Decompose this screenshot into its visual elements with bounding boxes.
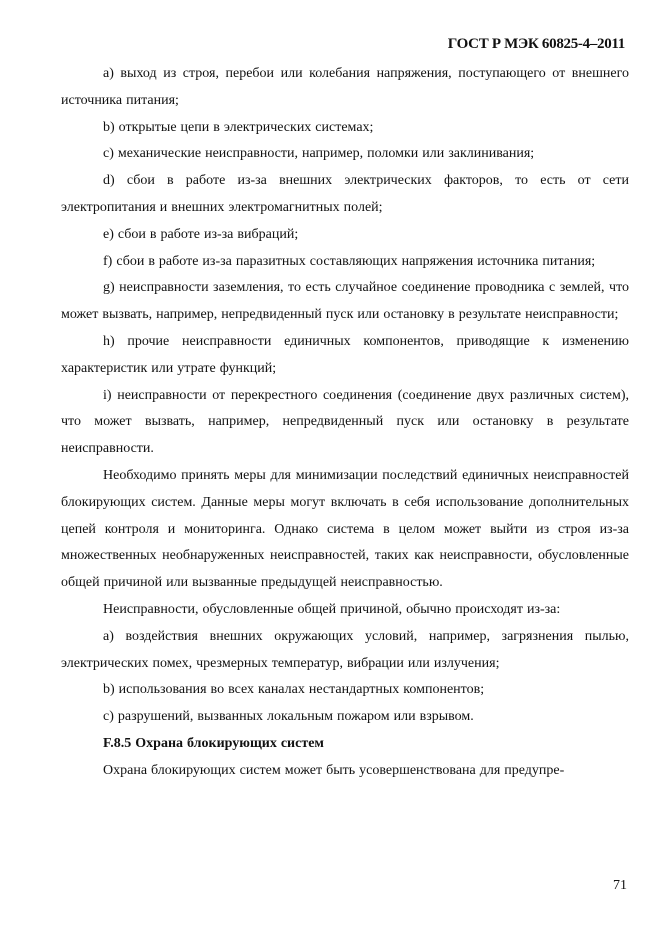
document-header: ГОСТ Р МЭК 60825-4–2011 [447, 36, 625, 52]
paragraph-measures: Необходимо принять меры для минимизации последствий единичных неисправностей блокирующих систем. Данные меры могут включать в себя использование дополнительных цепей контроля и мониторинга. Однако система в целом может выйти из строя из-за множественных необнаруженных неисправностей, таких как неисправности, обусловленные общей причиной или вызванные предыдущей неисправностью. [61, 467, 629, 591]
list-item-h: h) прочие неисправности единичных компонентов, приводящие к изменению характеристик или утрате функций; [61, 333, 629, 376]
list-item-g: g) неисправности заземления, то есть случайное соединение проводника с землей, что может вызвать, например, непредвиденный пуск или остановку в результате неисправности; [61, 280, 629, 323]
document-body [61, 61, 629, 785]
paragraph-protection: Охрана блокирующих систем может быть усовершенствована для предупре- [103, 762, 565, 778]
paragraph-common-cause-intro: Неисправности, обусловленные общей причиной, обычно происходят из-за: [103, 601, 561, 617]
common-cause-item-c: с) разрушений, вызванных локальным пожаром или взрывом. [103, 709, 474, 725]
list-item-f: f) сбои в работе из-за паразитных составляющих напряжения источника питания; [103, 253, 596, 269]
list-item-e: e) сбои в работе из-за вибраций; [103, 226, 299, 242]
list-item-d: d) сбои в работе из-за внешних электрических факторов, то есть от сети электропитания и внешних электромагнитных полей; [61, 173, 629, 215]
common-cause-item-b: b) использования во всех каналах нестандартных компонентов; [103, 682, 485, 698]
list-item-b: b) открытые цепи в электрических системах; [103, 119, 374, 135]
list-item-a: а) выход из строя, перебои или колебания напряжения, поступающего от внешнего источника питания; [61, 66, 629, 108]
list-item-i: i) неисправности от перекрестного соединения (соединение двух различных систем), что может вызвать, например, непредвиденный пуск или остановку в результате неисправности. [61, 387, 629, 457]
list-item-c: с) механические неисправности, например, поломки или заклинивания; [103, 146, 535, 162]
page-number: 71 [613, 878, 627, 893]
section-heading: F.8.5 Охрана блокирующих систем [103, 735, 324, 751]
common-cause-item-a: а) воздействия внешних окружающих условий, например, загрязнения пылью, электрических помех, чрезмерных температур, вибрации или излучения; [61, 628, 629, 671]
